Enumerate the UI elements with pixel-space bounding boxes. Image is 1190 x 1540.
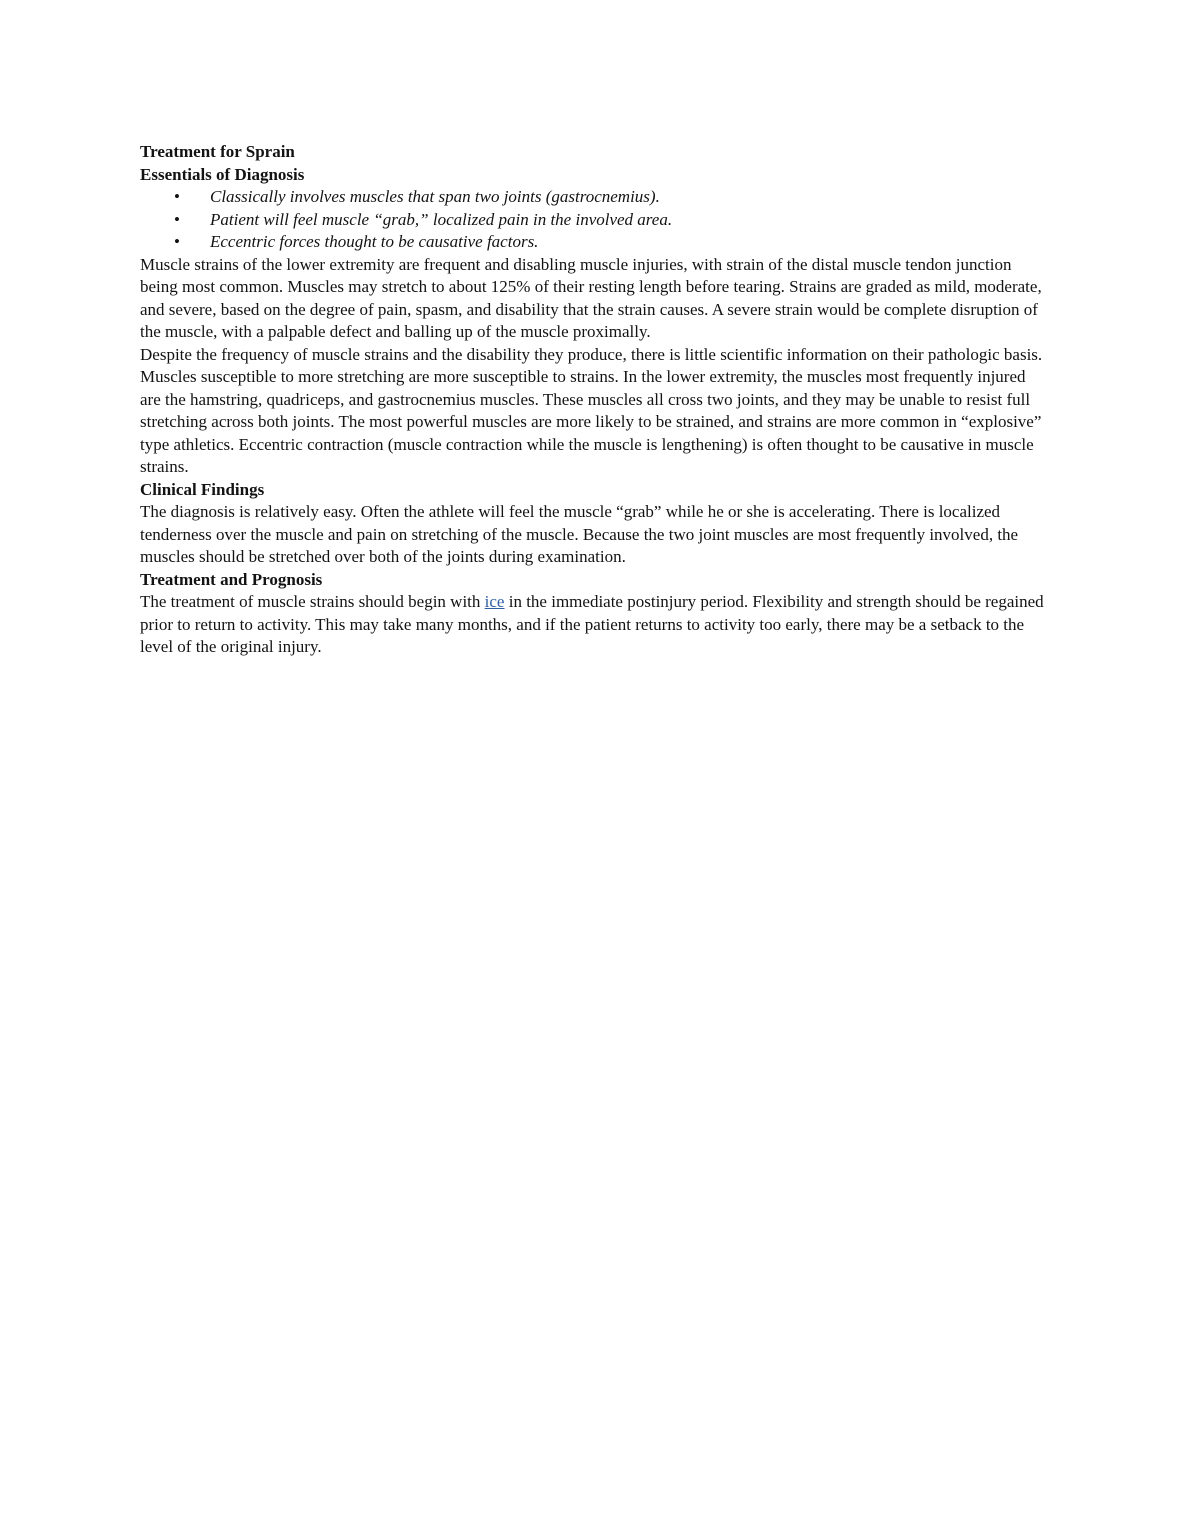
paragraph-muscle-strains-1: Muscle strains of the lower extremity are frequent and disabling muscle injuries, with strain of the distal muscle tendon junction being most common. Muscles may stretch to about 125% of their resting length before tearing. Strains are graded as mild, moderate, and severe, based on the degree of pain, spasm, and disability that the strain causes. A severe strain would be complete disruption of the muscle, with a palpable defect and balling up of the muscle proximally. <box>140 254 1042 341</box>
treatment-text-before-link: The treatment of muscle strains should begin with <box>140 592 485 611</box>
list-item: • Patient will feel muscle “grab,” localized pain in the involved area. <box>210 209 1048 232</box>
list-item: • Eccentric forces thought to be causative factors. <box>210 231 1048 254</box>
paragraph-clinical-findings: The diagnosis is relatively easy. Often the athlete will feel the muscle “grab” while he or she is accelerating. There is localized tenderness over the muscle and pain on stretching of the muscle. Because the two joint muscles are most frequently involved, the muscles should be stretched over both of the joints during examination. <box>140 502 1019 566</box>
heading-essentials-of-diagnosis: Essentials of Diagnosis <box>140 164 305 184</box>
diagnosis-bullet-list <box>140 186 1048 254</box>
paragraph-treatment-prognosis <box>140 591 1048 659</box>
paragraph-muscle-strains-2: Despite the frequency of muscle strains and the disability they produce, there is little scientific information on their pathologic basis. Muscles susceptible to more stretching are more susceptible to strains. In the lower extremity, the muscles most frequently injured are the hamstring, quadriceps, and gastrocnemius muscles. These muscles all cross two joints, and they may be unable to resist full stretching across both joints. The most powerful muscles are more likely to be strained, and strains are more common in “explosive” type athletics. Eccentric contraction (muscle contraction while the muscle is lengthening) is often thought to be causative in muscle strains. <box>140 344 1043 476</box>
heading-treatment-and-prognosis: Treatment and Prognosis <box>140 569 323 589</box>
ice-link[interactable]: ice <box>484 592 505 611</box>
list-item: • Classically involves muscles that span two joints (gastrocnemius). <box>210 186 1048 209</box>
heading-treatment-for-sprain: Treatment for Sprain <box>140 142 295 161</box>
heading-clinical-findings: Clinical Findings <box>140 479 265 499</box>
treatment-text-after-link: in the immediate postinjury period. Flexibility and strength should be regained prior to return to activity. This may take many months, and if the patient returns to activity too early, there may be a setback to the level of the original injury. <box>140 592 1044 656</box>
